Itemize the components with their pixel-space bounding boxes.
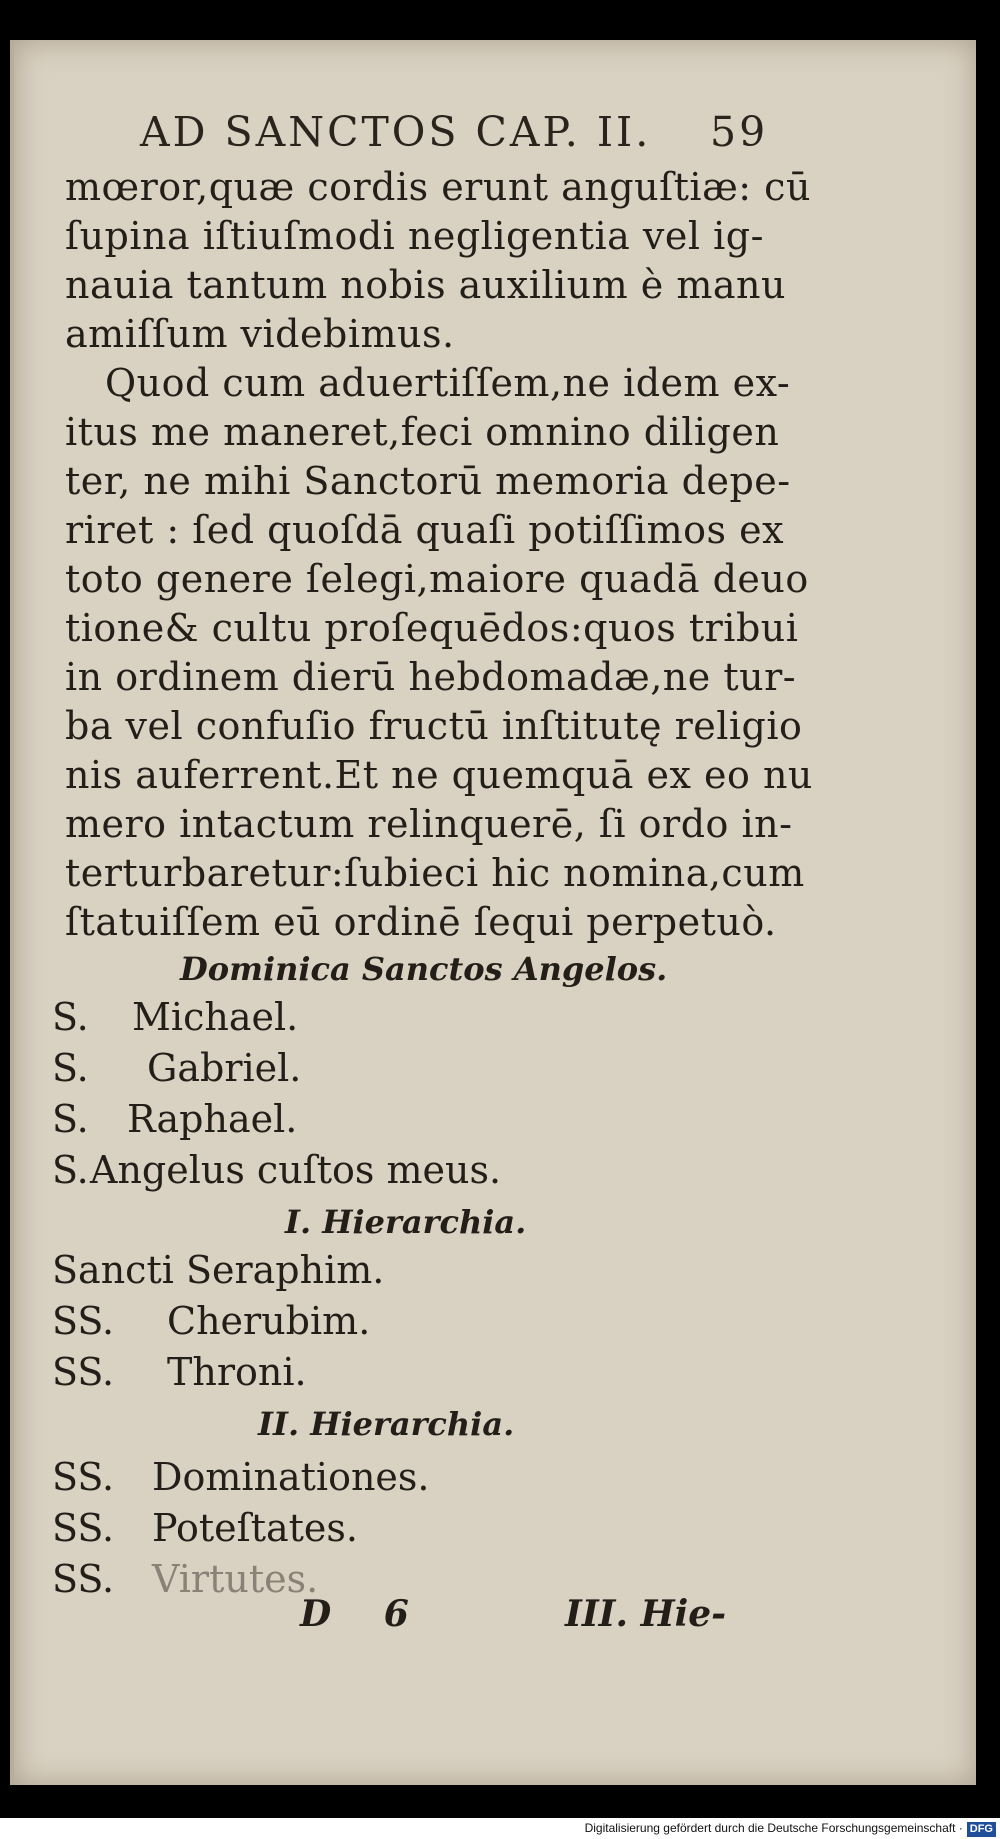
list-item-prefix: S. (52, 995, 89, 1039)
body-line: mœror,quæ cordis erunt anguſtiæ: cū (65, 165, 811, 209)
dfg-logo: DFG (967, 1822, 996, 1837)
list-item-name: Virtutes. (152, 1557, 319, 1601)
list-item-name: Angelus cuſtos meus. (90, 1148, 502, 1192)
list-item (52, 1248, 384, 1292)
list-item-name: Dominationes. (152, 1455, 430, 1499)
body-line: amiſſum videbimus. (65, 312, 455, 356)
running-head (140, 108, 769, 168)
body-line: nauia tantum nobis auxilium è manu (65, 263, 786, 307)
body-line: terturbaretur:ſubieci hic nomina,cum (65, 851, 805, 895)
list-item-name: Sancti Seraphim. (52, 1248, 385, 1292)
body-line: mero intactum relinquerē, ſi ordo in- (65, 802, 793, 846)
signature-mark: D 6 (300, 1593, 409, 1635)
section-heading-hierarchia-1: I. Hierarchia. (285, 1203, 527, 1241)
body-line: ſtatuiſſem eū ordinē ſequi perpetuò. (65, 900, 777, 944)
list-item-name: Throni. (167, 1350, 307, 1394)
list-item-name: Michael. (132, 995, 299, 1039)
list-item-prefix: SS. (52, 1455, 115, 1499)
list-item (52, 1350, 307, 1394)
list-item (52, 1097, 297, 1141)
list-item-prefix: SS. (52, 1557, 115, 1601)
list-item-name: Poteſtates. (152, 1506, 358, 1550)
body-line: nis auferrent.Et ne quemquā ex eo nu (65, 753, 813, 797)
body-line: in ordinem dierū hebdomadæ,ne tur- (65, 655, 797, 699)
section-heading-hierarchia-2: II. Hierarchia. (258, 1405, 515, 1443)
body-line: Quod cum aduertiſſem,ne idem ex- (105, 361, 791, 405)
body-line: ter, ne mihi Sanctorū memoria depe- (65, 459, 791, 503)
list-item-prefix: SS. (52, 1350, 115, 1394)
list-item (52, 1148, 501, 1192)
list-item (52, 1455, 430, 1499)
body-line: ba vel confuſio fructū inſtitutę religio (65, 704, 803, 748)
body-line: itus me maneret,feci omnino diligen (65, 410, 780, 454)
list-item-name: Raphael. (127, 1097, 298, 1141)
list-item (52, 1299, 370, 1343)
list-item-prefix: S. (52, 1046, 89, 1090)
list-item (52, 1046, 301, 1090)
body-line: riret : ſed quoſdā quaſi potiſſimos ex (65, 508, 785, 552)
body-line: tione& cultu proſequēdos:quos tribui (65, 606, 799, 650)
body-line: ſupina iſtiuſmodi negligentia vel ig- (65, 214, 764, 258)
list-item-prefix: SS. (52, 1299, 115, 1343)
list-item (52, 1506, 358, 1550)
footer-text: Digitalisierung gefördert durch die Deutsche Forschungsgemeinschaft · (584, 1821, 963, 1835)
list-item-name: Gabriel. (147, 1046, 302, 1090)
list-item-prefix: S. (52, 1097, 89, 1141)
body-line: toto genere ſelegi,maiore quadā deuo (65, 557, 809, 601)
catchword: III. Hie- (565, 1593, 727, 1635)
list-item-prefix: SS. (52, 1506, 115, 1550)
list-item-name: Cherubim. (167, 1299, 371, 1343)
page-number: 59 (710, 108, 769, 156)
footer-bar (0, 1818, 1000, 1839)
list-item (52, 1557, 318, 1601)
list-item-prefix: S. (52, 1148, 89, 1192)
section-heading-dominica: Dominica Sanctos Angelos. (180, 950, 668, 988)
running-head-title: AD SANCTOS CAP. II. (140, 108, 652, 156)
list-item (52, 995, 298, 1039)
